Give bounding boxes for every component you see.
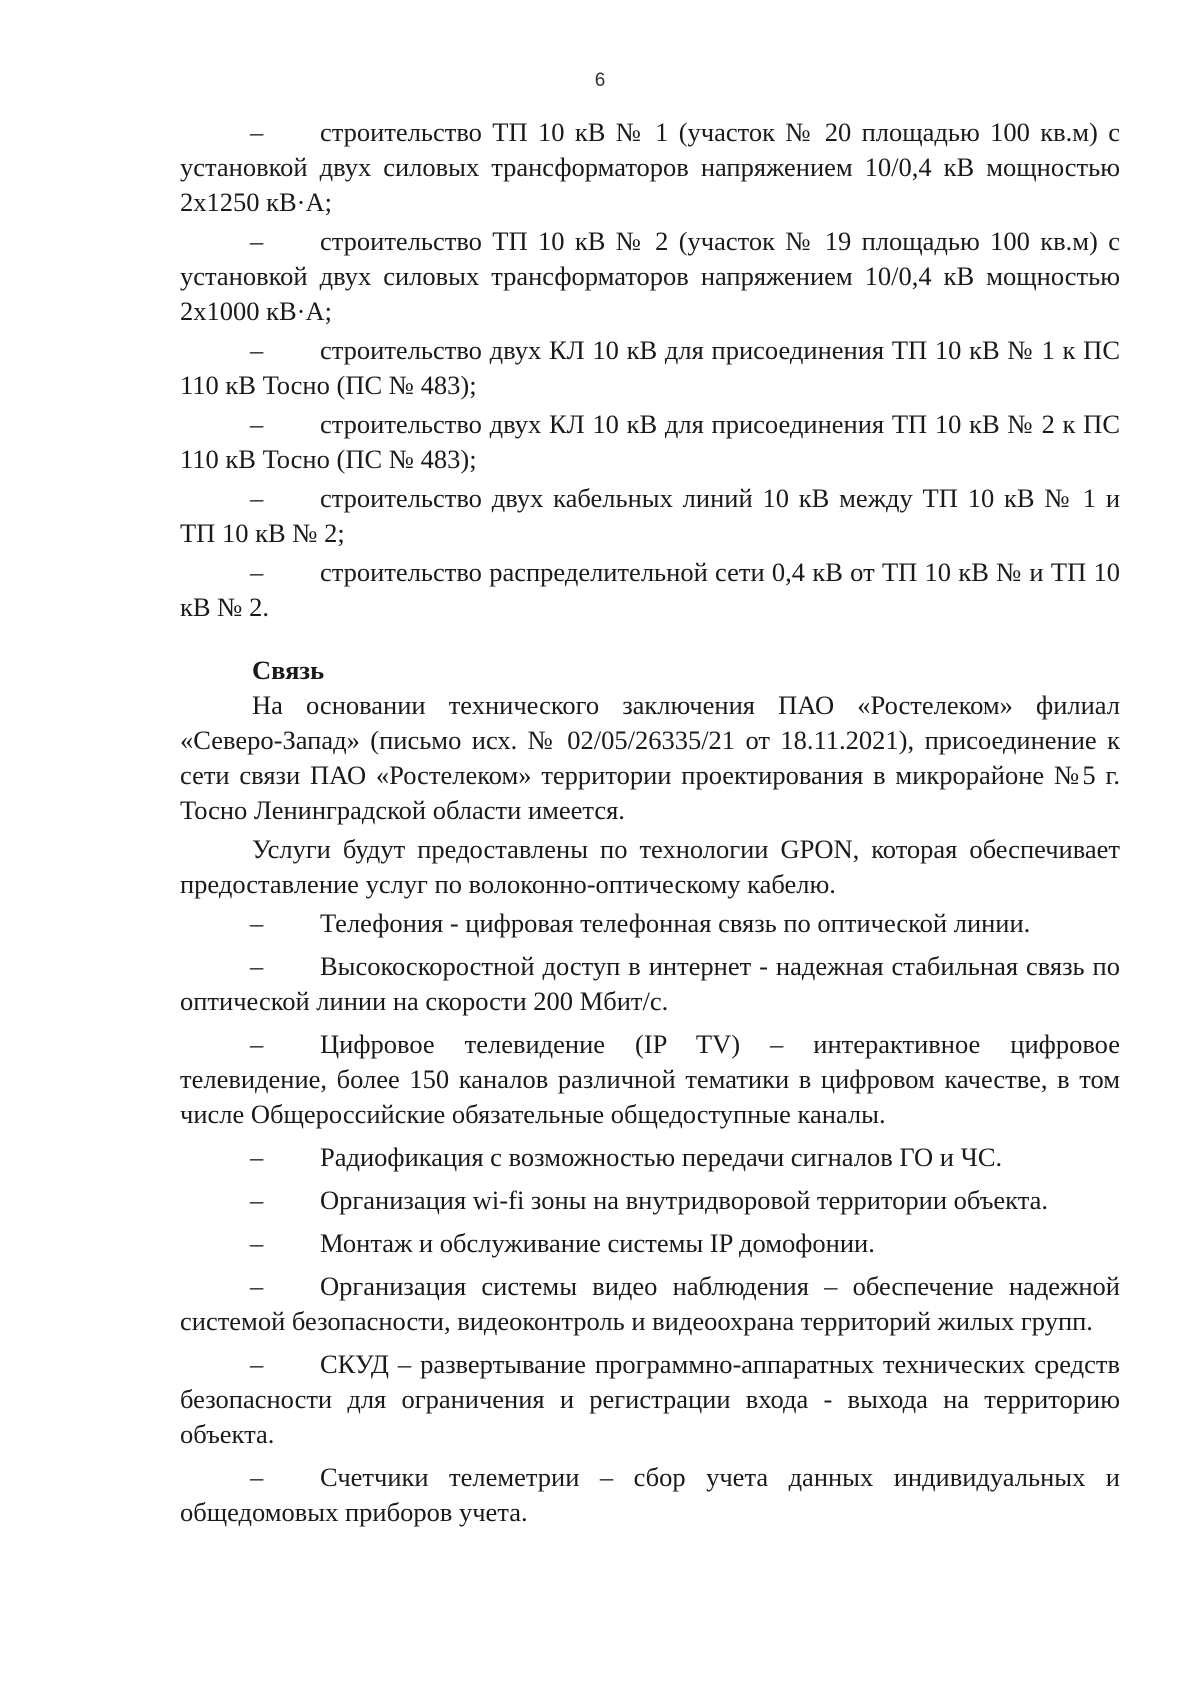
list-item-text: Монтаж и обслуживание системы IP домофонии.: [320, 1228, 875, 1258]
list-dash: –: [250, 557, 264, 587]
services-list: [180, 906, 1120, 1530]
list-dash: –: [250, 1349, 264, 1379]
list-item-text: Счетчики телеметрии – сбор учета данных индивидуальных и общедомовых приборов учета.: [180, 1462, 1120, 1527]
list-dash: –: [250, 1185, 264, 1215]
list-item-text: Радиофикация с возможностью передачи сигналов ГО и ЧС.: [320, 1142, 1003, 1172]
list-item: [180, 906, 1120, 941]
list-item: [180, 1226, 1120, 1261]
list-item: [180, 555, 1120, 625]
list-dash: –: [250, 117, 264, 147]
list-item: [180, 1460, 1120, 1530]
list-item: [180, 481, 1120, 551]
list-item-text: строительство двух КЛ 10 кВ для присоединения ТП 10 кВ № 2 к ПС 110 кВ Тосно (ПС № 483);: [180, 409, 1120, 474]
list-item-text: строительство двух кабельных линий 10 кВ между ТП 10 кВ № 1 и ТП 10 кВ № 2;: [180, 483, 1120, 548]
list-item-text: строительство распределительной сети 0,4 кВ от ТП 10 кВ № и ТП 10 кВ № 2.: [180, 557, 1120, 622]
list-dash: –: [250, 908, 264, 938]
list-item-text: строительство ТП 10 кВ № 1 (участок № 20 площадью 100 кв.м) с установкой двух силовых трансформаторов напряжением 10/0,4 кВ мощностью 2х1250 кВ·А;: [180, 117, 1120, 217]
list-item: [180, 115, 1120, 220]
list-dash: –: [250, 1228, 264, 1258]
list-item: [180, 333, 1120, 403]
intro-paragraph: Услуги будут предоставлены по технологии GPON, которая обеспечивает предоставление услуг по волоконно-оптическому кабелю.: [180, 834, 1120, 899]
list-dash: –: [250, 335, 264, 365]
intro-paragraph: На основании технического заключения ПАО «Ростелеком» филиал «Северо-Запад» (письмо исх. № 02/05/26335/21 от 18.11.2021), присоединение к сети связи ПАО «Ростелеком» территории проектирования в микрорайоне №5 г. Тосно Ленинградской области имеется.: [180, 690, 1120, 825]
power-supply-list: [180, 115, 1120, 625]
list-item-text: Высокоскоростной доступ в интернет - надежная стабильная связь по оптической линии на скорости 200 Мбит/с.: [180, 951, 1120, 1016]
list-item-text: Телефония - цифровая телефонная связь по оптической линии.: [320, 908, 1031, 938]
list-item: [180, 224, 1120, 329]
list-dash: –: [250, 1271, 264, 1301]
list-item-text: Организация системы видео наблюдения – обеспечение надежной системой безопасности, видеоконтроль и видеоохрана территорий жилых групп.: [180, 1271, 1120, 1336]
section-heading: Связь: [252, 655, 325, 685]
list-item: [180, 1183, 1120, 1218]
list-dash: –: [250, 226, 264, 256]
list-item: [180, 407, 1120, 477]
list-dash: –: [250, 1029, 264, 1059]
list-item-text: Организация wi-fi зоны на внутридворовой территории объекта.: [320, 1185, 1048, 1215]
list-item-text: Цифровое телевидение (IP TV) – интерактивное цифровое телевидение, более 150 каналов различной тематики в цифровом качестве, в том числе Общероссийские обязательные общедоступные каналы.: [180, 1029, 1120, 1129]
page-number: 6: [594, 70, 606, 91]
list-dash: –: [250, 1462, 264, 1492]
list-dash: –: [250, 1142, 264, 1172]
list-item: [180, 1027, 1120, 1132]
list-item: [180, 1140, 1120, 1175]
list-dash: –: [250, 409, 264, 439]
list-dash: –: [250, 483, 264, 513]
list-item-text: строительство ТП 10 кВ № 2 (участок № 19 площадью 100 кв.м) с установкой двух силовых трансформаторов напряжением 10/0,4 кВ мощностью 2х1000 кВ·А;: [180, 226, 1120, 326]
list-item: [180, 1269, 1120, 1339]
list-item: [180, 949, 1120, 1019]
list-item-text: строительство двух КЛ 10 кВ для присоединения ТП 10 кВ № 1 к ПС 110 кВ Тосно (ПС № 483);: [180, 335, 1120, 400]
list-item-text: СКУД – развертывание программно-аппаратных технических средств безопасности для ограничения и регистрации входа - выхода на территорию объекта.: [180, 1349, 1120, 1449]
list-dash: –: [250, 951, 264, 981]
list-item: [180, 1347, 1120, 1452]
document-body: [180, 115, 1120, 1538]
